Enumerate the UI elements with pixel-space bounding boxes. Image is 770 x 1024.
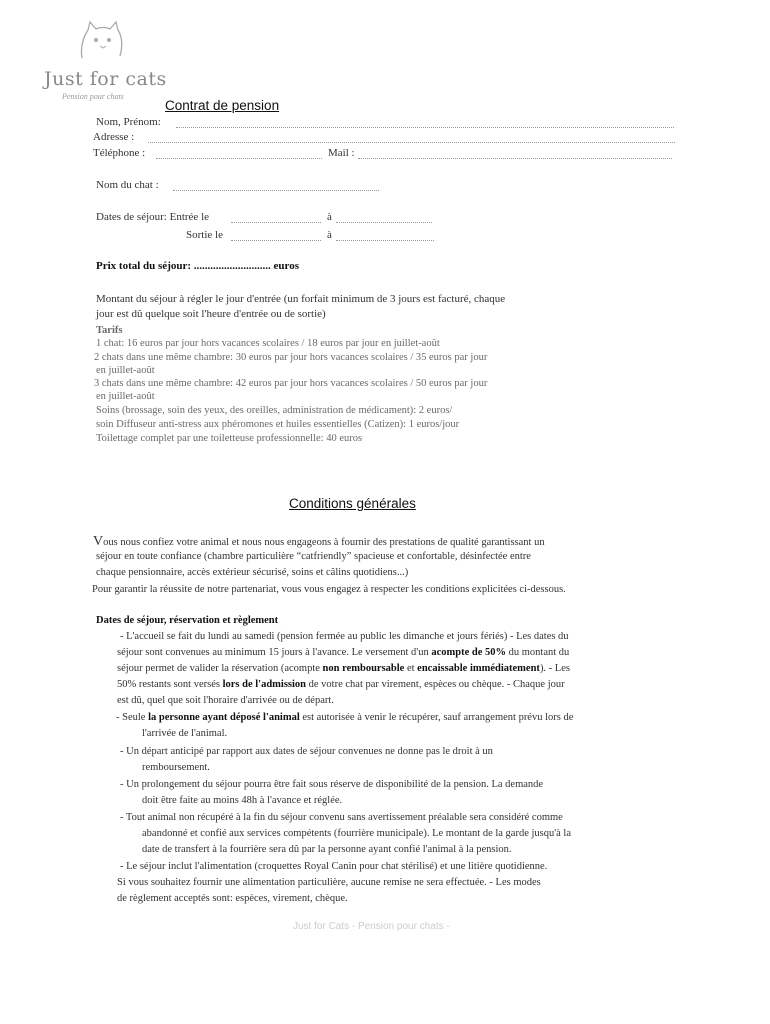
intro-line-1 [93, 534, 545, 550]
phone-field[interactable] [156, 158, 322, 159]
p3-line-a: - Un départ anticipé par rapport aux dates de séjour convenues ne donne pas le droit à un [120, 746, 493, 757]
p1b-pre: séjour sont convenues au minimum 15 jours à l'avance. Le versement d'un [117, 647, 432, 658]
p5-line-b: abandonné et confié aux services compétents (fourrière municipale). Le montant de la garde jusqu'à la [142, 828, 572, 839]
entry-time-field[interactable] [336, 222, 432, 223]
p6-line-a: - Le séjour inclut l'alimentation (croquettes Royal Canin pour chat stérilisé) et une litière quotidienne. [120, 861, 548, 872]
entry-date-label: Dates de séjour: Entrée le [96, 211, 210, 223]
p1b-post: du montant du [506, 647, 570, 658]
address-field[interactable] [148, 142, 675, 143]
tarif-line: 2 chats dans une même chambre: 30 euros par jour hors vacances scolaires / 35 euros par jour [94, 352, 488, 363]
p2-line-b: l'arrivée de l'animal. [142, 728, 228, 739]
p1c-pre: séjour permet de valider la réservation (acompte [117, 663, 323, 674]
p2-line-a [116, 712, 573, 723]
p1c-post: ). - Les [539, 663, 570, 674]
mail-field[interactable] [358, 158, 672, 159]
p1d-pre: 50% restants sont versés [117, 679, 223, 690]
p1d-bold: lors de l'admission [222, 679, 307, 690]
p1-line-d [117, 679, 565, 690]
intro-line-4: Pour garantir la réussite de notre partenariat, vous vous engagez à respecter les conditions explicitées ci-dessous. [92, 584, 566, 595]
name-field[interactable] [176, 127, 674, 128]
p2a-post: est autorisée à venir le récupérer, sauf arrangement prévu lors de [299, 712, 574, 723]
phone-label: Téléphone : [93, 147, 146, 159]
name-label: Nom, Prénom: [96, 116, 161, 128]
total-price [96, 260, 299, 272]
p1-line-e: est dû, quel que soit l'horaire d'arrivée ou de départ. [117, 695, 334, 706]
p5-line-a: - Tout animal non récupéré à la fin du séjour convenu sans avertissement préalable sera considéré comme [120, 812, 563, 823]
exit-date-label: Sortie le [186, 229, 223, 241]
p5-line-c: date de transfert à la fourrière sera dû par la personne ayant confié l'animal à la pension. [142, 844, 512, 855]
logo-tagline: Pension pour chats [62, 92, 124, 101]
payment-line-2: jour est dû quelque soit l'heure d'entrée ou de sortie) [96, 308, 326, 320]
intro-line-3: chaque pensionnaire, accès extérieur sécurisé, soins et câlins quotidiens...) [96, 567, 409, 578]
p6-line-c: de règlement acceptés sont: espèces, virement, chèque. [117, 893, 348, 904]
intro-initial: V [93, 534, 104, 549]
p4-line-b: doit être faite au moins 48h à l'avance et réglée. [142, 795, 343, 806]
tarif-line: Soins (brossage, soin des yeux, des oreilles, administration de médicament): 2 euros/ [96, 405, 453, 416]
tarif-line: 1 chat: 16 euros par jour hors vacances scolaires / 18 euros par jour en juillet-août [96, 338, 440, 349]
payment-line-1: Montant du séjour à régler le jour d'entrée (un forfait minimum de 3 jours est facturé, chaque [96, 293, 506, 305]
conditions-title: Conditions générales [289, 496, 416, 511]
entry-date-field[interactable] [231, 222, 321, 223]
tarifs-heading: Tarifs [96, 325, 123, 336]
p1d-post: de votre chat par virement, espèces ou chèque. - Chaque jour [306, 679, 565, 690]
p2a-bold: la personne ayant déposé l'animal [148, 712, 300, 723]
logo-name: Just for cats [44, 68, 167, 90]
p1-line-b [117, 647, 569, 658]
tarif-line: en juillet-août [96, 391, 155, 402]
p4-line-a: - Un prolongement du séjour pourra être fait sous réserve de disponibilité de la pension. La demande [120, 779, 544, 790]
p1b-bold: acompte de 50% [431, 647, 506, 658]
intro-line-1-text: ous nous confiez votre animal et nous nous engageons à fournir des prestations de qualité garantissant un [103, 537, 545, 548]
p1-line-c [117, 663, 570, 674]
exit-date-field[interactable] [231, 240, 321, 241]
tarif-line: en juillet-août [96, 365, 155, 376]
tarif-line: soin Diffuseur anti-stress aux phéromones et huiles essentielles (Catizen): 1 euros/jour [96, 419, 460, 430]
p2a-pre: - Seule [116, 712, 149, 723]
p1-line-a: - L'accueil se fait du lundi au samedi (pension fermée au public les dimanche et jours fériés) - Les dates du [120, 631, 569, 642]
entry-at-label: à [327, 211, 332, 223]
p1c-mid: et [404, 663, 418, 674]
tarif-line: Toilettage complet par une toiletteuse professionnelle: 40 euros [96, 433, 363, 444]
page-footer: Just for Cats - Pension pour chats - [293, 921, 450, 932]
exit-at-label: à [327, 229, 332, 241]
intro-line-2: séjour en toute confiance (chambre particulière “catfriendly” spacieuse et confortable, désinfectée entre [96, 551, 531, 562]
cat-name-field[interactable] [173, 190, 379, 191]
cat-logo-icon [76, 18, 128, 62]
p1c-bold-1: non remboursable [322, 663, 405, 674]
tarif-line: 3 chats dans une même chambre: 42 euros par jour hors vacances scolaires / 50 euros par jour [94, 378, 488, 389]
page-title: Contrat de pension [165, 98, 280, 113]
p3-line-b: remboursement. [142, 762, 210, 773]
address-label: Adresse : [93, 131, 135, 143]
mail-label: Mail : [328, 147, 355, 159]
section-title: Dates de séjour, réservation et règlement [96, 615, 279, 626]
cat-name-label: Nom du chat : [96, 179, 159, 191]
p6-line-b: Si vous souhaitez fournir une alimentation particulière, aucune remise ne sera effectuée. - Les modes [117, 877, 541, 888]
p1c-bold-2: encaissable immédiatement [417, 663, 540, 674]
exit-time-field[interactable] [336, 240, 434, 241]
total-price-text: Prix total du séjour: ............................ euros [96, 260, 299, 272]
